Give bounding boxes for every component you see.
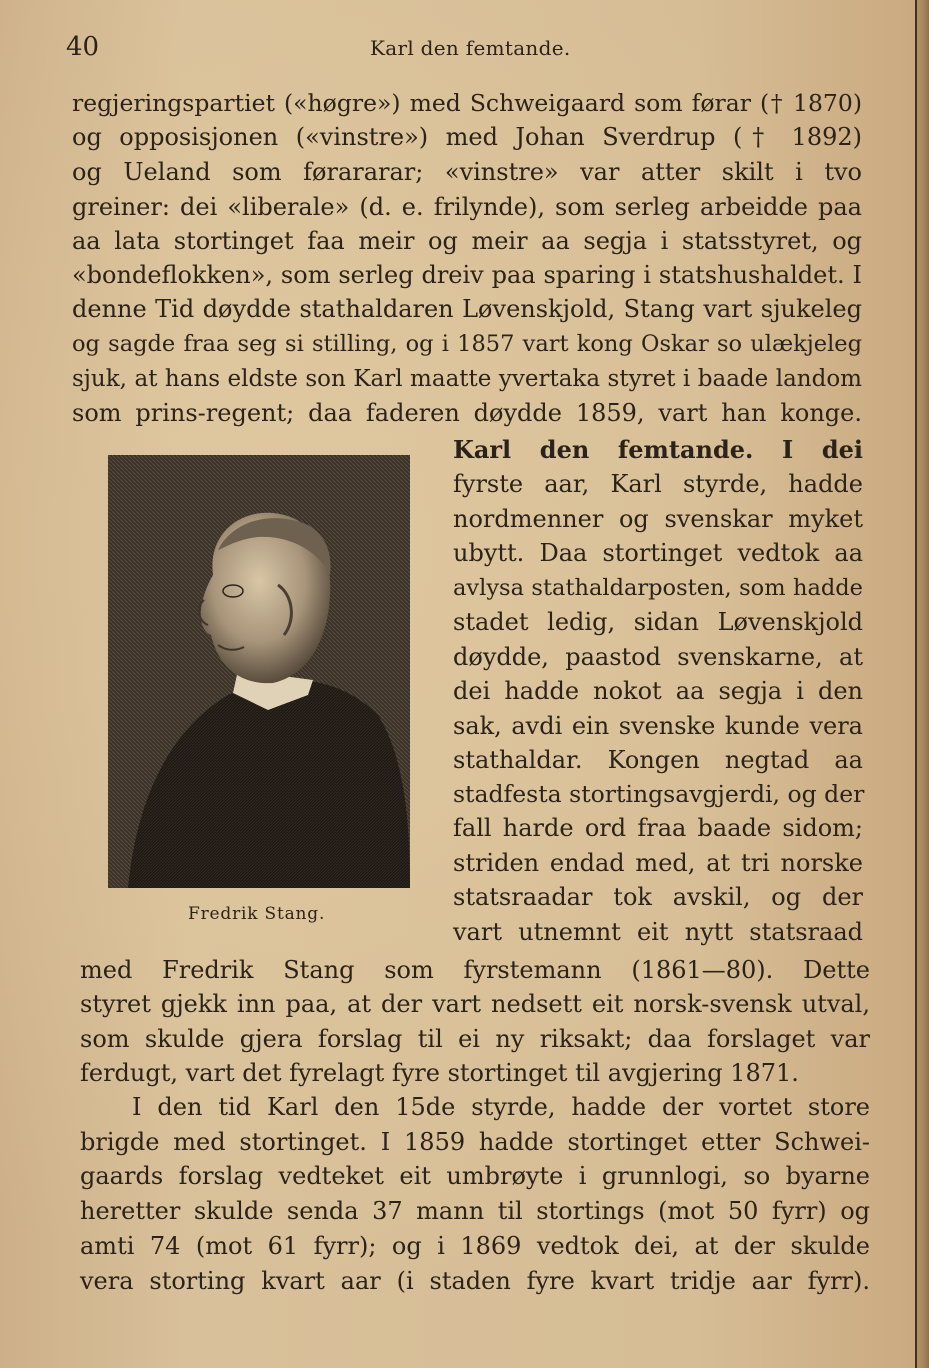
body-line: greiner: dei «liberale» (d. e. frilynde), som serleg arbeidde paa <box>72 193 862 221</box>
column-line: vart utnemnt eit nytt statsraad <box>453 918 863 946</box>
body-line: «bondeflokken», som serleg dreiv paa sparing i statshushaldet. I <box>72 261 862 289</box>
column-line: ubytt. Daa stortinget vedtok aa <box>453 539 863 567</box>
running-title: Karl den femtande. <box>370 36 571 60</box>
body-line: som prins-regent; daa faderen døydde 1859, vart han konge. <box>72 399 862 427</box>
column-line: sak, avdi ein svenske kunde vera <box>453 712 863 740</box>
body-line: denne Tid døydde stathaldaren Løvenskjold, Stang vart sjukeleg <box>72 295 862 323</box>
portrait-engraving <box>108 455 410 888</box>
page-header <box>0 32 929 64</box>
body-line: aa lata stortinget faa meir og meir aa segja i statsstyret, og <box>72 227 862 255</box>
body-line: ferdugt, vart det fyrelagt fyre stortinget til avgjering 1871. <box>80 1059 799 1087</box>
column-line: stadfesta stortingsavgjerdi, og der <box>453 780 865 808</box>
column-line: Karl den femtande. I dei <box>453 435 863 464</box>
column-line: nordmenner og svenskar myket <box>453 505 863 533</box>
body-line: styret gjekk inn paa, at der vart nedsett eit norsk-svensk utval, <box>80 990 870 1018</box>
column-line: døydde, paastod svenskarne, at <box>453 643 863 671</box>
body-line: gaards forslag vedteket eit umbrøyte i grunnlogi, so byarne <box>80 1162 870 1190</box>
body-line: regjeringspartiet («høgre») med Schweigaard som førar († 1870) <box>72 89 862 117</box>
column-line: stathaldar. Kongen negtad aa <box>453 746 863 774</box>
body-line: med Fredrik Stang som fyrstemann (1861—80). Dette <box>80 956 870 984</box>
column-line: stadet ledig, sidan Løvenskjold <box>453 608 863 636</box>
body-line: sjuk, at hans eldste son Karl maatte yvertaka styret i baade landom <box>72 366 862 392</box>
column-line: avlysa stathaldarposten, som hadde <box>453 575 863 601</box>
paragraph-first-line: I den tid Karl den 15de styrde, hadde der vortet store <box>132 1093 870 1121</box>
body-line: som skulde gjera forslag til ei ny riksakt; daa forslaget var <box>80 1025 870 1053</box>
body-line: og opposisjonen («vinstre») med Johan Sverdrup († 1892) <box>72 123 862 151</box>
column-line: statsraadar tok avskil, og der <box>453 883 863 911</box>
body-line: brigde med stortinget. I 1859 hadde stortinget etter Schwei- <box>80 1128 870 1156</box>
page-number: 40 <box>66 32 100 62</box>
body-line: vera storting kvart aar (i staden fyre kvart tridje aar fyrr). <box>80 1267 870 1295</box>
body-line: og sagde fraa seg si stilling, og i 1857 vart kong Oskar so ulækjeleg <box>72 331 862 357</box>
page-edge <box>915 0 929 1368</box>
page-edge-line <box>915 0 917 1368</box>
column-line: fall harde ord fraa baade sidom; <box>453 814 863 842</box>
column-line: fyrste aar, Karl styrde, hadde <box>453 470 863 498</box>
column-line: dei hadde nokot aa segja i den <box>453 677 863 705</box>
column-line: striden endad med, at tri norske <box>453 849 863 877</box>
body-line: amti 74 (mot 61 fyrr); og i 1869 vedtok dei, at der skulde <box>80 1232 870 1260</box>
body-line: heretter skulde senda 37 mann til stortings (mot 50 fyrr) og <box>80 1197 870 1225</box>
body-line: og Ueland som førararar; «vinstre» var atter skilt i tvo <box>72 158 862 186</box>
figure-caption: Fredrik Stang. <box>188 904 326 924</box>
